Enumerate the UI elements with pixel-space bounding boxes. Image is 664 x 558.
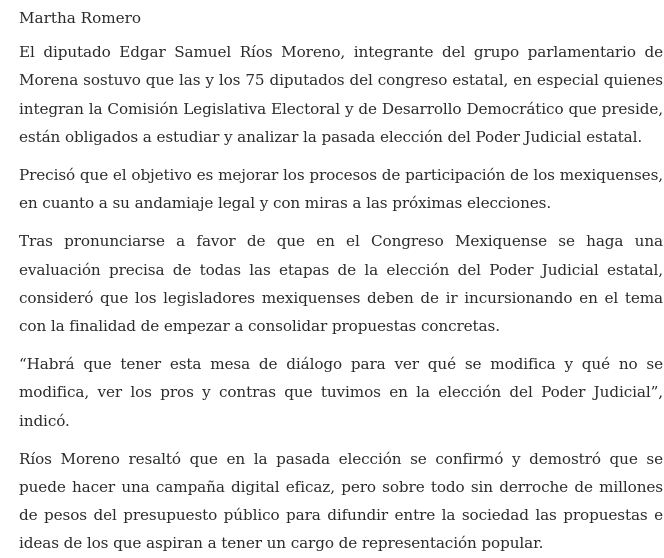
author-name: Martha Romero xyxy=(19,9,142,27)
article-paragraph-4: “Habrá que tener esta mesa de diálogo para ver qué se modifica y qué no se modifica, ver los pros y contras que tuvimos en la elección del Poder Judicial”, indicó. xyxy=(19,355,663,430)
article-paragraph-2: Precisó que el objetivo es mejorar los procesos de participación de los mexiquenses, en cuanto a su andamiaje legal y con miras a las próximas elecciones. xyxy=(19,166,663,213)
article-paragraph-5: Ríos Moreno resaltó que en la pasada elección se confirmó y demostró que se puede hacer una campaña digital eficaz, pero sobre todo sin derroche de millones de pesos del presupuesto público para difundir entre la sociedad las propuestas e ideas de los que aspiran a tener un cargo de representación popular. xyxy=(19,449,663,553)
article-paragraph-1: El diputado Edgar Samuel Ríos Moreno, integrante del grupo parlamentario de Morena sostuvo que las y los 75 diputados del congreso estatal, en especial quienes integran la Comisión Legislativa Electoral y de Desarrollo Democrático que preside, están obligados a estudiar y analizar la pasada elección del Poder Judicial estatal. xyxy=(19,43,663,146)
article-body xyxy=(19,4,663,558)
article-paragraph-3: Tras pronunciarse a favor de que en el Congreso Mexiquense se haga una evaluación precisa de todas las etapas de la elección del Poder Judicial estatal, consideró que los legisladores mexiquenses deben de ir incursionando en el tema con la finalidad de empezar a consolidar propuestas concretas. xyxy=(19,232,663,336)
